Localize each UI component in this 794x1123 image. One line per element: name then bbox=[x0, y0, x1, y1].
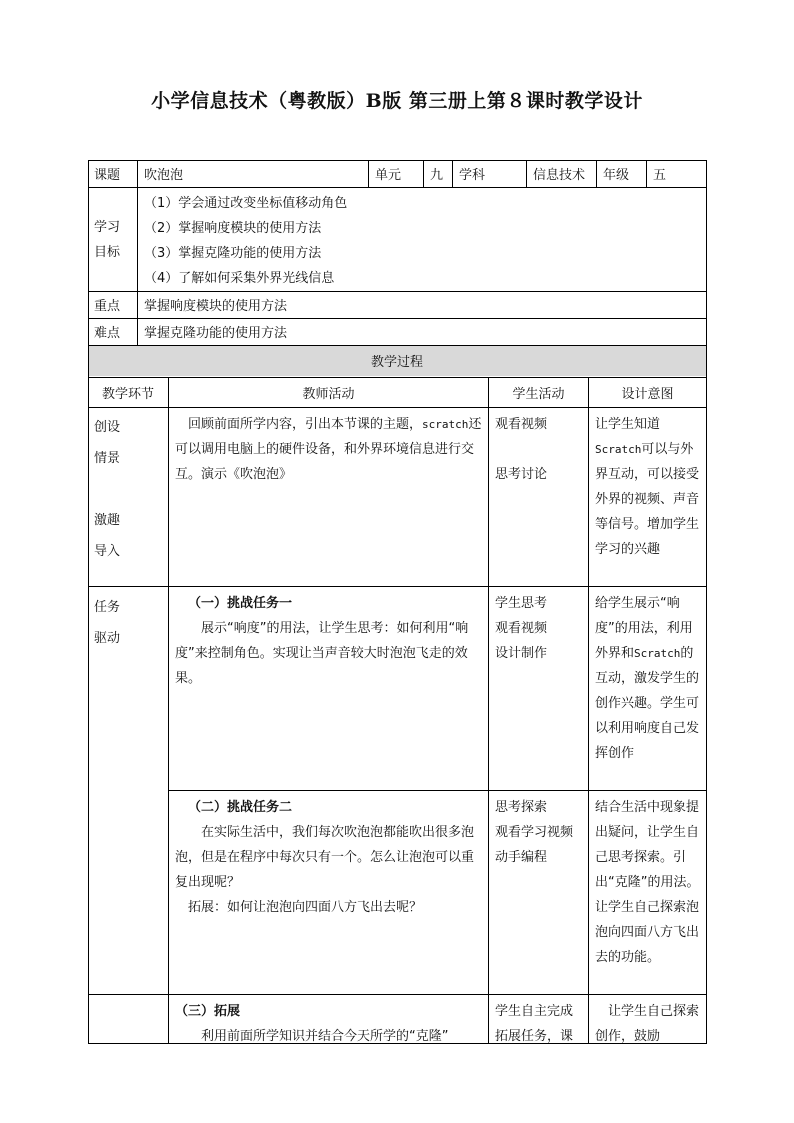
student-text: 学生思考 bbox=[495, 596, 548, 611]
student-text: 设计制作 bbox=[495, 646, 548, 661]
goal-item: （1）学会通过改变坐标值移动角色 bbox=[144, 196, 348, 211]
goals-list bbox=[138, 189, 706, 291]
rule bbox=[88, 407, 707, 408]
teacher-text: 在实际生活中，我们每次吹泡泡都能吹出很多泡泡，但是在程序中每次只有一个。怎么让泡泡可以重复出现呢？ bbox=[175, 825, 475, 890]
row2-student bbox=[489, 589, 588, 789]
rule bbox=[88, 1043, 707, 1044]
row1-student bbox=[489, 410, 588, 586]
row2-intent bbox=[589, 589, 706, 789]
goal-item: （4）了解如何采集外界光线信息 bbox=[144, 271, 335, 286]
goal-item: （2）掌握响度模块的使用方法 bbox=[144, 221, 322, 236]
stage-text: 任务 bbox=[94, 600, 121, 615]
row4-student bbox=[489, 997, 588, 1043]
grade-value: 五 bbox=[653, 168, 667, 183]
row3-teacher bbox=[169, 793, 488, 993]
unit-label: 单元 bbox=[375, 168, 402, 183]
goals-label-line: 学习 bbox=[94, 220, 121, 235]
rule bbox=[88, 586, 707, 587]
intent-text bbox=[595, 591, 700, 766]
task-heading: （二）挑战任务二 bbox=[188, 800, 293, 815]
col-stage-header: 教学环节 bbox=[101, 387, 154, 402]
col-teacher-header: 教师活动 bbox=[302, 387, 355, 402]
teacher-text: 展示“响度”的用法，让学生思考：如何利用“响度”来控制角色。实现让当声音较大时泡泡飞走的效果。 bbox=[175, 621, 469, 686]
student-text: 观看视频 bbox=[495, 621, 548, 636]
intent-text-part: 的互动，激发学生的创作兴趣。学生可以利用响度自己发挥创作 bbox=[595, 646, 700, 761]
stage-text: 驱动 bbox=[94, 631, 121, 646]
row4-intent bbox=[589, 997, 706, 1043]
intent-text bbox=[595, 412, 700, 562]
student-text: 观看视频 bbox=[495, 417, 548, 432]
intent-text-part: 让学生知道 bbox=[595, 417, 661, 432]
topic-label: 课题 bbox=[94, 168, 121, 183]
rule bbox=[706, 160, 707, 1044]
rule bbox=[88, 345, 707, 346]
intent-text-part: 可以与外界互动，可以接受外界的视频、声音等信号。增加学生学习的兴趣 bbox=[595, 442, 700, 557]
teacher-text bbox=[175, 412, 482, 487]
col-intent-header: 设计意图 bbox=[621, 387, 674, 402]
row4-teacher bbox=[169, 997, 488, 1043]
row3-intent bbox=[589, 793, 706, 993]
unit-value: 九 bbox=[430, 168, 444, 183]
stage-text: 创设 bbox=[94, 420, 121, 435]
key-point-label: 重点 bbox=[94, 299, 121, 314]
difficulty-value: 掌握克隆功能的使用方法 bbox=[144, 326, 288, 341]
row3-student bbox=[489, 793, 588, 993]
teacher-text-part: 还可以调用电脑上的硬件设备，和外界环境信息进行交互。演示《吹泡泡》 bbox=[175, 417, 482, 482]
goal-item: （3）掌握克隆功能的使用方法 bbox=[144, 246, 322, 261]
process-title: 教学过程 bbox=[370, 355, 423, 370]
key-point-value: 掌握响度模块的使用方法 bbox=[144, 299, 288, 314]
rule bbox=[88, 994, 707, 995]
grade-label: 年级 bbox=[603, 168, 630, 183]
code-term: scratch bbox=[422, 418, 469, 431]
col-student-header: 学生活动 bbox=[512, 387, 565, 402]
row1-stage bbox=[88, 410, 168, 580]
intent-text: 让学生自己探索创作，鼓励 bbox=[595, 1004, 700, 1043]
subject-value: 信息技术 bbox=[533, 168, 586, 183]
student-text: 学生自主完成拓展任务，课 bbox=[495, 1004, 574, 1043]
teacher-text: 利用前面所学知识并结合今天所学的“克隆” bbox=[201, 1029, 449, 1043]
student-text: 观看学习视频动手编程 bbox=[495, 825, 574, 865]
stage-text: 导入 bbox=[94, 544, 121, 559]
difficulty-label: 难点 bbox=[94, 326, 121, 341]
topic-value: 吹泡泡 bbox=[144, 168, 184, 183]
code-term: Scratch bbox=[595, 443, 642, 456]
intent-text: 结合生活中现象提出疑问，让学生自己思考探索。引出“克隆”的用法。让学生自己探索泡泡向四面八方飞出去的功能。 bbox=[595, 800, 700, 965]
teacher-text-part: 回顾前面所学内容，引出本节课的主题， bbox=[188, 417, 423, 432]
student-text: 思考讨论 bbox=[495, 467, 548, 482]
goals-label bbox=[88, 213, 138, 269]
rule bbox=[88, 187, 707, 188]
rule bbox=[168, 790, 707, 791]
student-text: 思考探索 bbox=[495, 800, 548, 815]
intent-text-part: 给学生展示“响度”的用法，利用外界和 bbox=[595, 596, 693, 661]
row1-teacher bbox=[169, 410, 488, 586]
teacher-text: 拓展：如何让泡泡向四面八方飞出去呢？ bbox=[188, 900, 423, 915]
goals-label-line: 目标 bbox=[94, 245, 121, 260]
row2-stage bbox=[88, 590, 168, 660]
stage-text: 情景 bbox=[94, 451, 121, 466]
row2-teacher bbox=[169, 589, 488, 789]
task-heading: （三）拓展 bbox=[175, 1004, 241, 1019]
stage-text: 激趣 bbox=[94, 513, 121, 528]
task-heading: （一）挑战任务一 bbox=[188, 596, 293, 611]
rule bbox=[88, 377, 707, 378]
code-term: Scratch bbox=[634, 647, 681, 660]
subject-label: 学科 bbox=[459, 168, 486, 183]
document-title: 小学信息技术（粤教版）B版 第三册上第８课时教学设计 bbox=[151, 90, 643, 112]
row1-intent bbox=[589, 410, 706, 586]
